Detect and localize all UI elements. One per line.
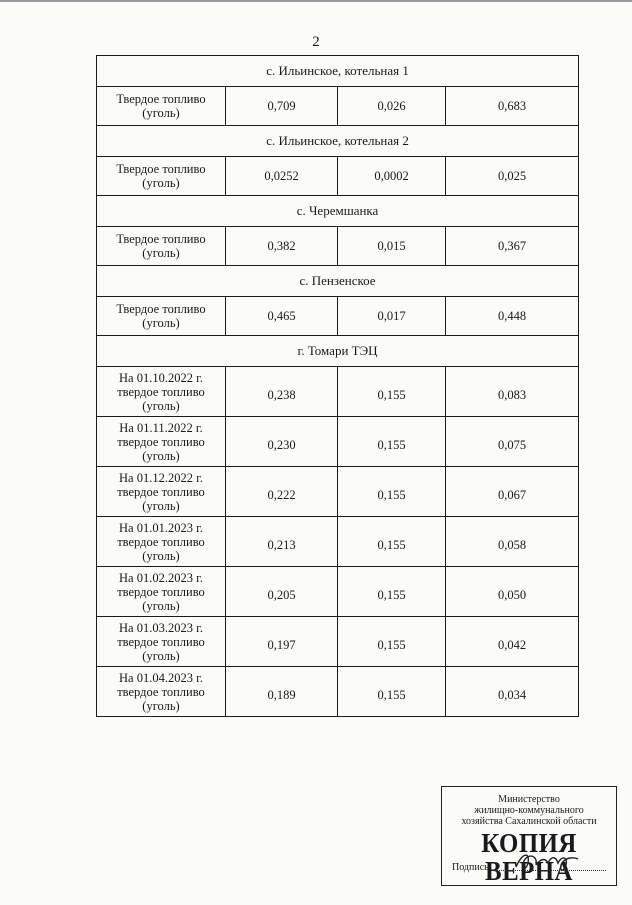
value-cell-2: 0,015 xyxy=(338,227,446,266)
fuel-label-line: твердое топливо xyxy=(117,484,205,499)
fuel-table xyxy=(96,55,579,717)
table-row xyxy=(97,567,579,617)
table-row xyxy=(97,227,579,266)
fuel-label-line: (уголь) xyxy=(142,498,180,513)
fuel-label-cell xyxy=(97,227,226,266)
table-row xyxy=(97,367,579,417)
fuel-label-line: (уголь) xyxy=(142,176,180,190)
value-cell-2: 0,0002 xyxy=(338,157,446,196)
fuel-label-cell xyxy=(97,367,226,417)
value-cell-1: 0,709 xyxy=(226,87,338,126)
section-header-row xyxy=(97,126,579,157)
value-cell-2: 0,155 xyxy=(338,567,446,617)
fuel-label-line: (уголь) xyxy=(142,246,180,260)
value-cell-3: 0,067 xyxy=(446,467,579,517)
fuel-label-line: твердое топливо xyxy=(117,434,205,449)
value-cell-2: 0,155 xyxy=(338,417,446,467)
section-title: с. Ильинское, котельная 2 xyxy=(97,126,579,157)
fuel-label-line: На 01.03.2023 г. xyxy=(119,620,203,635)
value-cell-2: 0,017 xyxy=(338,297,446,336)
signature-label: Подпись xyxy=(452,862,489,873)
value-cell-3: 0,075 xyxy=(446,417,579,467)
copy-certified-stamp xyxy=(441,786,617,886)
fuel-label-line: (уголь) xyxy=(142,598,180,613)
fuel-label-cell xyxy=(97,467,226,517)
fuel-label-line: Твердое топливо xyxy=(116,92,206,106)
value-cell-3: 0,050 xyxy=(446,567,579,617)
fuel-label-cell xyxy=(97,567,226,617)
value-cell-1: 0,189 xyxy=(226,667,338,717)
fuel-label-line: твердое топливо xyxy=(117,684,205,699)
value-cell-3: 0,034 xyxy=(446,667,579,717)
fuel-label-line: Твердое топливо xyxy=(116,162,206,176)
value-cell-3: 0,683 xyxy=(446,87,579,126)
fuel-label-line: (уголь) xyxy=(142,648,180,663)
value-cell-3: 0,042 xyxy=(446,617,579,667)
value-cell-2: 0,155 xyxy=(338,667,446,717)
table-row xyxy=(97,617,579,667)
fuel-label-line: твердое топливо xyxy=(117,634,205,649)
section-header-row xyxy=(97,336,579,367)
value-cell-2: 0,155 xyxy=(338,467,446,517)
table-row xyxy=(97,667,579,717)
fuel-label-line: твердое топливо xyxy=(117,384,205,399)
fuel-label-line: На 01.10.2022 г. xyxy=(119,370,203,385)
value-cell-1: 0,213 xyxy=(226,517,338,567)
fuel-label-cell xyxy=(97,617,226,667)
scan-edge xyxy=(0,0,632,2)
fuel-label-line: (уголь) xyxy=(142,106,180,120)
fuel-label-cell xyxy=(97,517,226,567)
fuel-label-cell xyxy=(97,157,226,196)
fuel-label-line: твердое топливо xyxy=(117,534,205,549)
value-cell-1: 0,382 xyxy=(226,227,338,266)
stamp-title: КОПИЯ ВЕРНА xyxy=(481,828,577,886)
fuel-label-line: На 01.11.2022 г. xyxy=(119,420,203,435)
fuel-label-line: твердое топливо xyxy=(117,584,205,599)
fuel-label-line: (уголь) xyxy=(142,316,180,330)
value-cell-1: 0,197 xyxy=(226,617,338,667)
table-row xyxy=(97,157,579,196)
stamp-signature-area xyxy=(450,851,610,875)
fuel-label-line: Твердое топливо xyxy=(116,232,206,246)
stamp-organization: Министерство жилищно-коммунального хозяйства Сахалинской области xyxy=(461,794,597,827)
value-cell-3: 0,058 xyxy=(446,517,579,567)
section-header-row xyxy=(97,266,579,297)
fuel-label-line: (уголь) xyxy=(142,448,180,463)
table-row xyxy=(97,467,579,517)
section-header-row xyxy=(97,196,579,227)
value-cell-3: 0,367 xyxy=(446,227,579,266)
fuel-label-line: (уголь) xyxy=(142,548,180,563)
value-cell-2: 0,026 xyxy=(338,87,446,126)
value-cell-1: 0,465 xyxy=(226,297,338,336)
fuel-label-line: На 01.01.2023 г. xyxy=(119,520,203,535)
value-cell-1: 0,205 xyxy=(226,567,338,617)
value-cell-1: 0,222 xyxy=(226,467,338,517)
fuel-label-cell xyxy=(97,417,226,467)
value-cell-3: 0,025 xyxy=(446,157,579,196)
fuel-label-cell xyxy=(97,297,226,336)
value-cell-2: 0,155 xyxy=(338,517,446,567)
section-title: с. Черемшанка xyxy=(97,196,579,227)
value-cell-3: 0,083 xyxy=(446,367,579,417)
value-cell-2: 0,155 xyxy=(338,367,446,417)
section-header-row xyxy=(97,56,579,87)
table-row xyxy=(97,87,579,126)
section-title: с. Пензенское xyxy=(97,266,579,297)
fuel-label-line: Твердое топливо xyxy=(116,302,206,316)
section-title: с. Ильинское, котельная 1 xyxy=(97,56,579,87)
value-cell-2: 0,155 xyxy=(338,617,446,667)
page-number: 2 xyxy=(312,34,320,50)
value-cell-1: 0,0252 xyxy=(226,157,338,196)
value-cell-1: 0,238 xyxy=(226,367,338,417)
table-row xyxy=(97,417,579,467)
value-cell-3: 0,448 xyxy=(446,297,579,336)
fuel-label-line: На 01.12.2022 г. xyxy=(119,470,203,485)
fuel-label-line: (уголь) xyxy=(142,698,180,713)
fuel-label-line: На 01.02.2023 г. xyxy=(119,570,203,585)
fuel-label-line: На 01.04.2023 г. xyxy=(119,670,203,685)
fuel-label-line: (уголь) xyxy=(142,398,180,413)
table-row xyxy=(97,297,579,336)
handwritten-signature xyxy=(512,849,582,875)
section-title: г. Томари ТЭЦ xyxy=(97,336,579,367)
table-row xyxy=(97,517,579,567)
fuel-label-cell xyxy=(97,667,226,717)
value-cell-1: 0,230 xyxy=(226,417,338,467)
fuel-label-cell xyxy=(97,87,226,126)
